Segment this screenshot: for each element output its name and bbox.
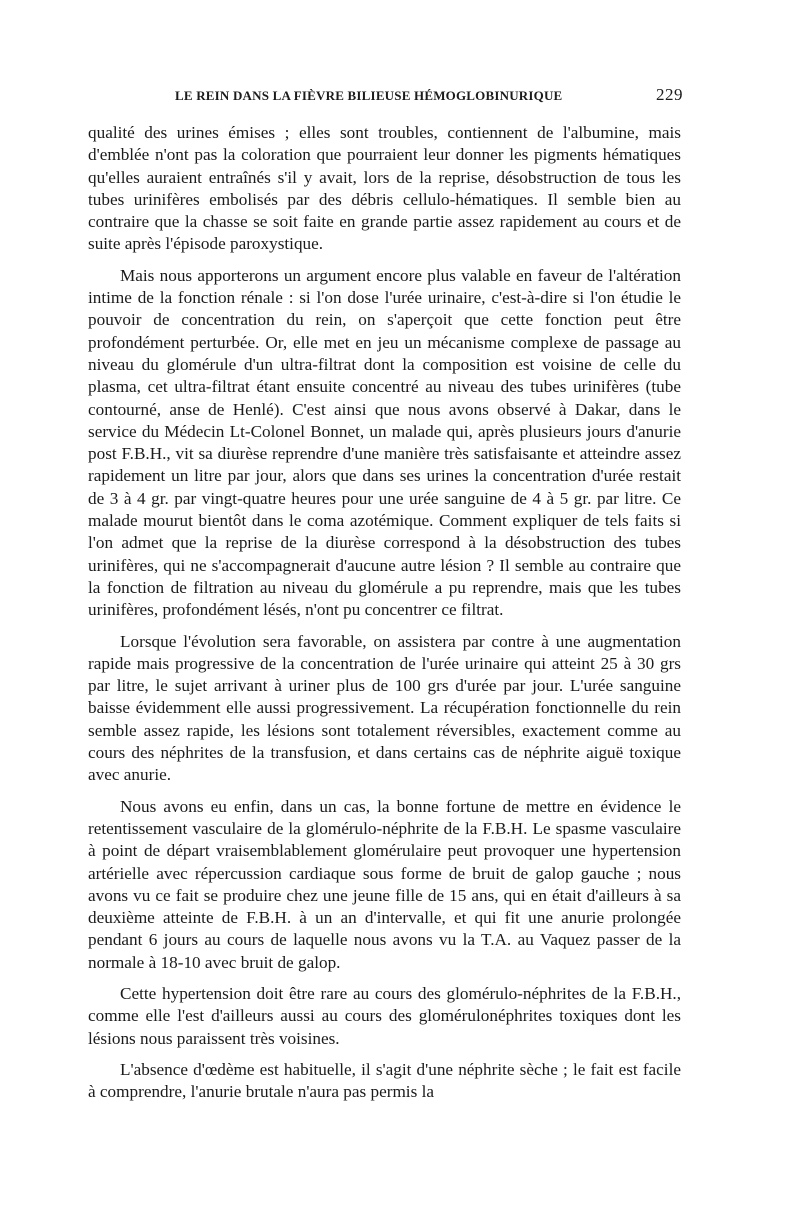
paragraph: Cette hypertension doit être rare au cours des glomérulo-néphrites de la F.B.H., comme elle l'est d'ailleurs aussi au cours des glomérulonéphrites toxiques dont les lésions nous paraissent très voisines. bbox=[88, 983, 681, 1048]
paragraph: Mais nous apporterons un argument encore plus valable en faveur de l'altération intime de la fonction rénale : si l'on dose l'urée urinaire, c'est-à-dire si l'on étudie le pouvoir de concentration du rein, on s'aperçoit que cette fonction peut être profondément perturbée. Or, elle met en jeu un mécanisme complexe de passage au niveau du glomérule d'un ultra-filtrat dont la composition est voisine de celle du plasma, cet ultra-filtrat étant ensuite concentré au niveau des tubes urinifères (tube contourné, anse de Henlé). C'est ainsi que nous avons observé à Dakar, dans le service du Médecin Lt-Colonel Bonnet, un malade qui, après plusieurs jours d'anurie post F.B.H., vit sa diurèse reprendre d'une manière très satisfaisante et atteindre assez rapidement un litre par jour, alors que dans ses urines la concentration d'urée restait de 3 à 4 gr. par vingt-quatre heures pour une urée sanguine de 4 à 5 gr. par litre. Ce malade mourut bientôt dans le coma azotémique. Comment expliquer de tels faits si l'on admet que la reprise de la diurèse correspond à la désobstruction des tubes urinifères, qui ne s'accompagnerait d'aucune autre lésion ? Il semble au contraire que la fonction de filtration au niveau du glomérule a pu reprendre, mais que les tubes urinifères, profondément lésés, n'ont pu concentrer ce filtrat. bbox=[88, 265, 681, 620]
page-number: 229 bbox=[656, 85, 683, 104]
paragraph: qualité des urines émises ; elles sont troubles, contiennent de l'albumine, mais d'emblée n'ont pas la coloration que pourraient leur donner les pigments hématiques qu'elles auraient entraînés s'il y avait, lors de la reprise, désobstruction de tous les tubes urinifères embolisés par des débris cellulo-hématiques. Il semble bien au contraire que la chasse se soit faite en grande partie assez rapidement au cours et de suite après l'épisode paroxystique. bbox=[88, 123, 681, 254]
running-title: LE REIN DANS LA FIÈVRE BILIEUSE HÉMOGLOBINURIQUE bbox=[175, 88, 563, 103]
paragraph: Nous avons eu enfin, dans un cas, la bonne fortune de mettre en évidence le retentissement vasculaire de la glomérulo-néphrite de la F.B.H. Le spasme vasculaire à point de départ vraisemblablement glomérulaire peut provoquer une hypertension artérielle avec répercussion cardiaque sous forme de bruit de galop gauche ; nous avons vu ce fait se produire chez une jeune fille de 15 ans, qui en était d'ailleurs à sa deuxième atteinte de F.B.H. à un an d'intervalle, et qui fit une anurie prolongée pendant 6 jours au cours de laquelle nous avons vu la T.A. au Vaquez passer de la normale à 18-10 avec bruit de galop. bbox=[88, 796, 681, 972]
paragraph: L'absence d'œdème est habituelle, il s'agit d'une néphrite sèche ; le fait est facile à comprendre, l'anurie brutale n'aura pas permis la bbox=[88, 1059, 681, 1102]
paragraph: Lorsque l'évolution sera favorable, on assistera par contre à une augmentation rapide mais progressive de la concentration de l'urée urinaire qui atteint 25 à 30 grs par litre, le sujet arrivant à uriner plus de 100 grs d'urée par jour. L'urée sanguine baisse évidemment elle aussi progressivement. La récupération fonctionnelle du rein semble assez rapide, les lésions sont totalement réversibles, exactement comme au cours des néphrites de la transfusion, et dans certains cas de néphrite aiguë toxique avec anurie. bbox=[88, 631, 681, 785]
running-header bbox=[87, 85, 683, 108]
body-text bbox=[88, 122, 681, 1112]
